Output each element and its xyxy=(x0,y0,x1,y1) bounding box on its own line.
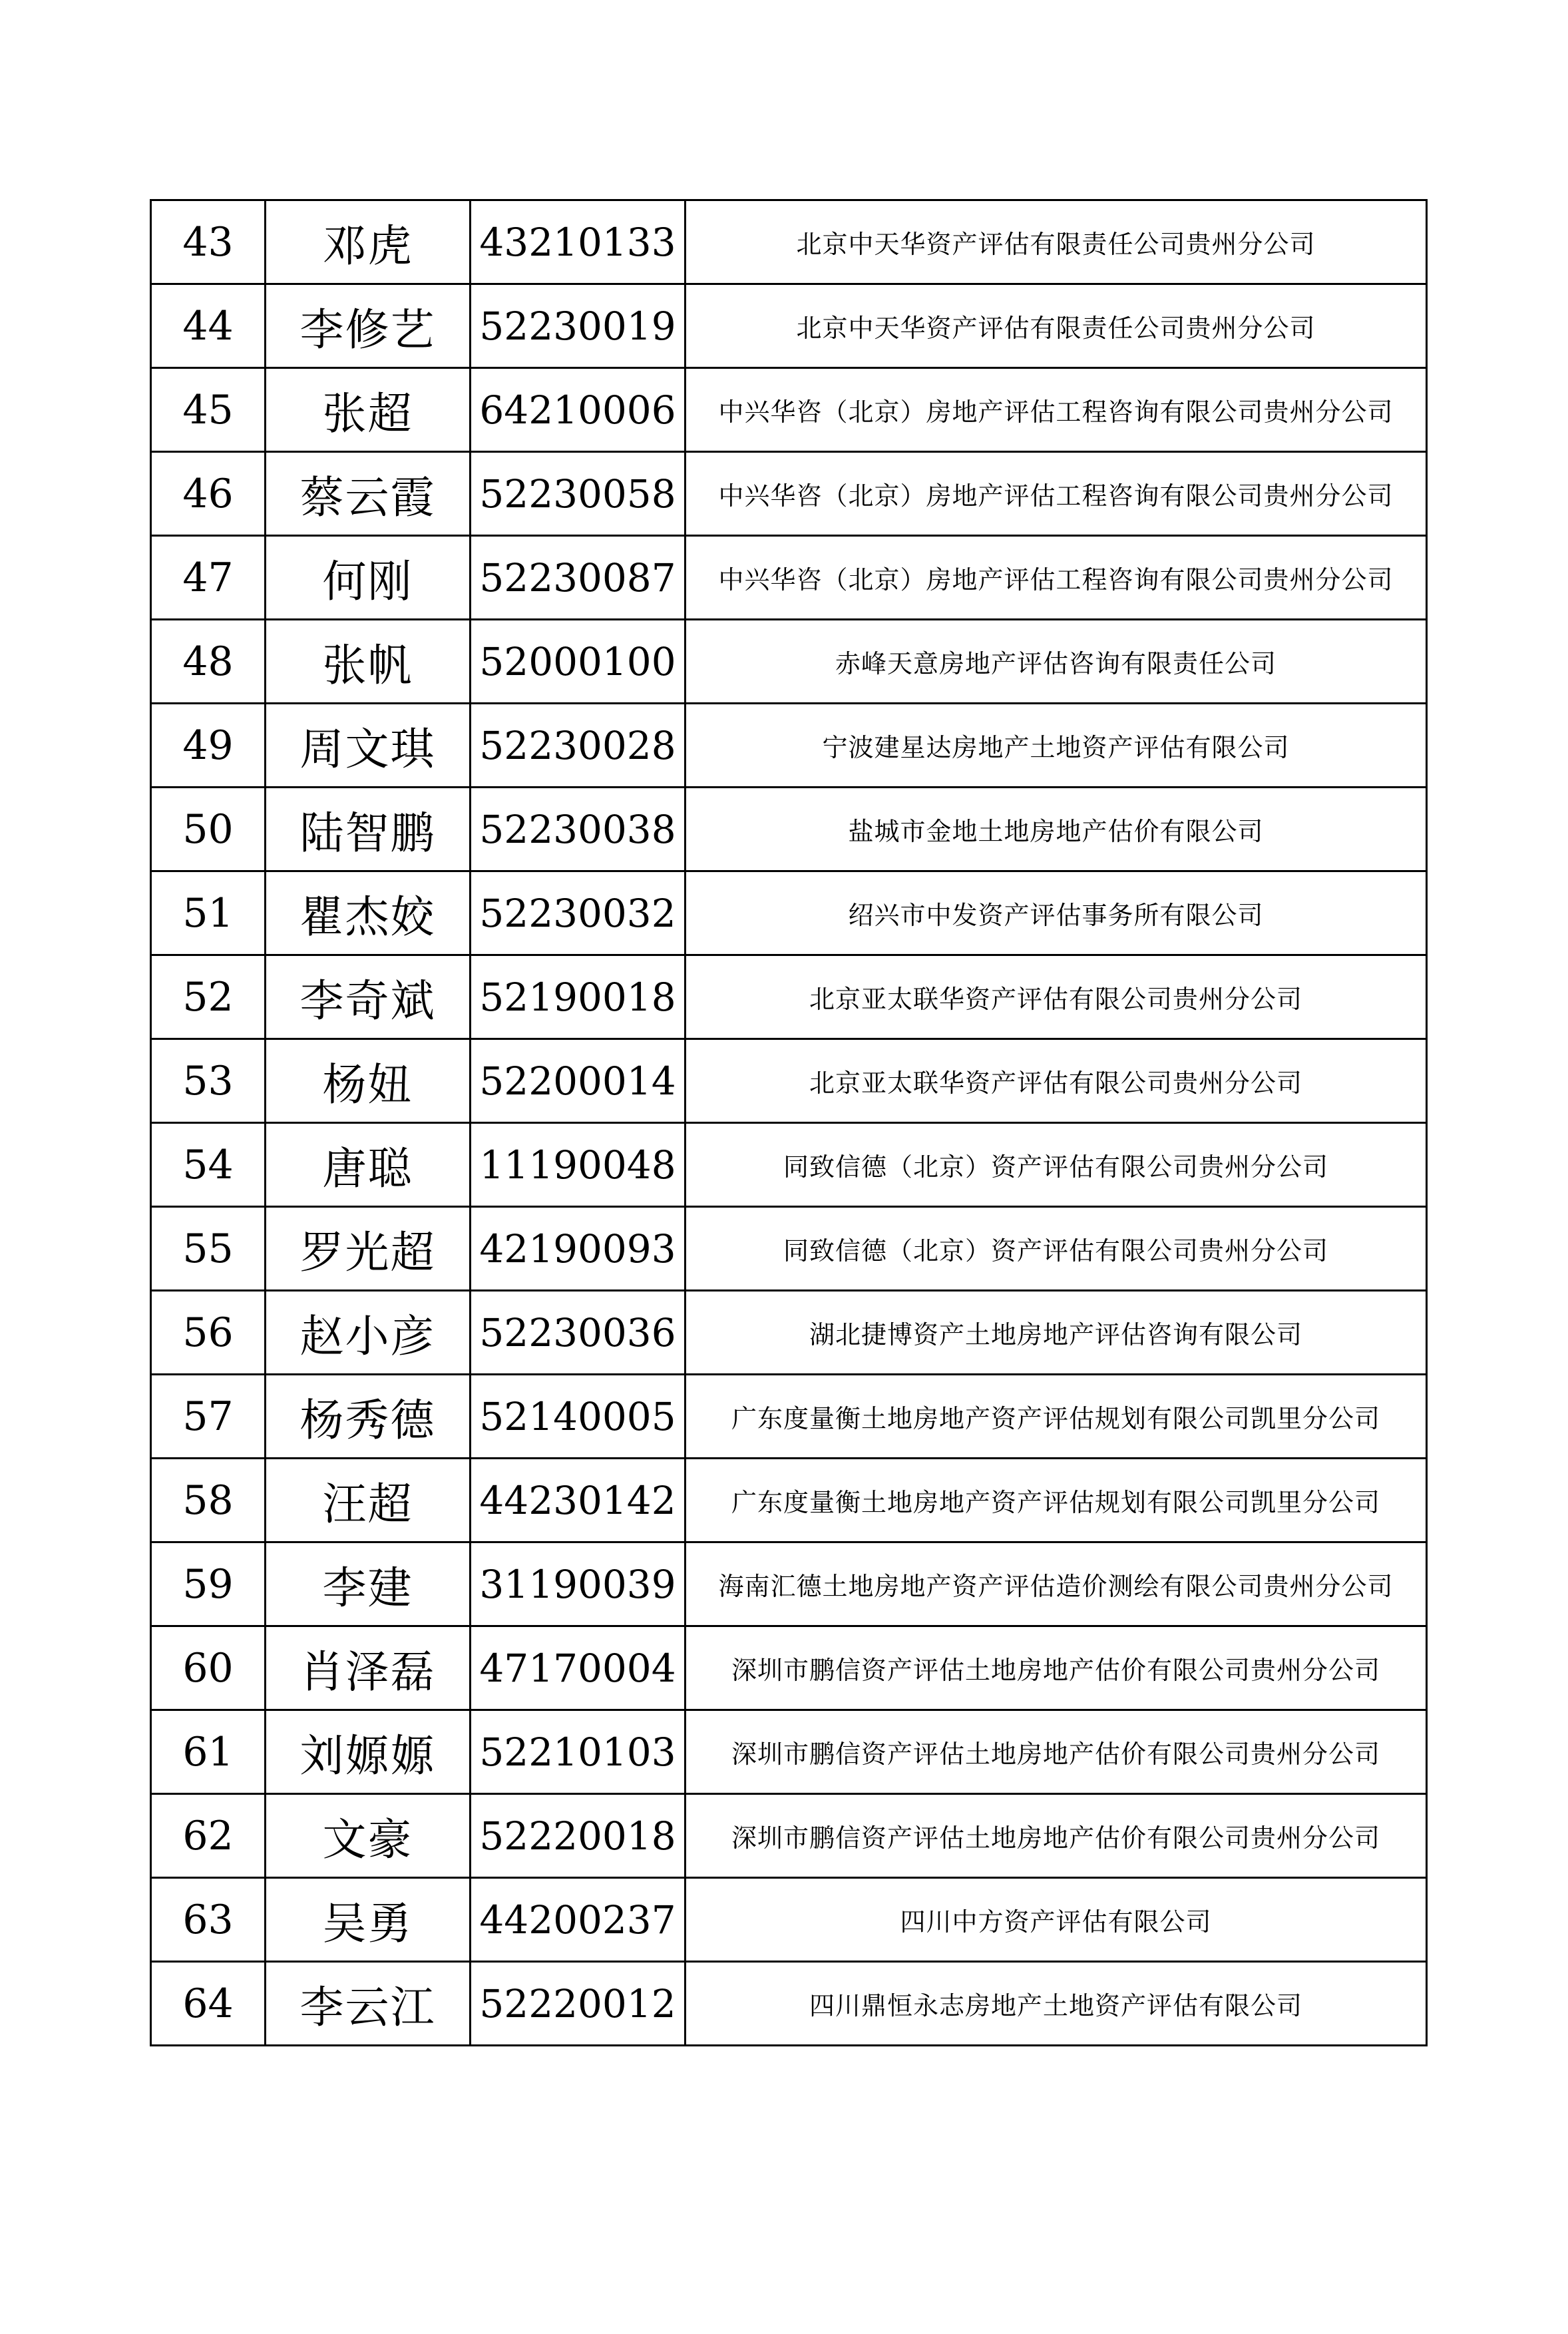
table-row xyxy=(151,704,1427,788)
certificate-number-cell: 43210133 xyxy=(471,200,686,284)
certificate-number-cell: 64210006 xyxy=(471,368,686,452)
certificate-number-cell: 52230036 xyxy=(471,1291,686,1375)
company-name-cell: 北京中天华资产评估有限责任公司贵州分公司 xyxy=(686,200,1427,284)
certificate-number-cell: 11190048 xyxy=(471,1123,686,1207)
table-body xyxy=(151,200,1427,2046)
company-name-cell: 深圳市鹏信资产评估土地房地产估价有限公司贵州分公司 xyxy=(686,1794,1427,1878)
appraiser-name-cell: 何刚 xyxy=(266,536,471,620)
certificate-number-cell: 52230019 xyxy=(471,284,686,368)
row-number-cell: 54 xyxy=(151,1123,266,1207)
table-row xyxy=(151,1207,1427,1291)
appraiser-name-cell: 陆智鹏 xyxy=(266,788,471,871)
table-row xyxy=(151,620,1427,704)
table-row xyxy=(151,1962,1427,2046)
row-number-cell: 49 xyxy=(151,704,266,788)
company-name-cell: 中兴华咨（北京）房地产评估工程咨询有限公司贵州分公司 xyxy=(686,452,1427,536)
company-name-cell: 北京亚太联华资产评估有限公司贵州分公司 xyxy=(686,1039,1427,1123)
certificate-number-cell: 52220012 xyxy=(471,1962,686,2046)
company-name-cell: 湖北捷博资产土地房地产评估咨询有限公司 xyxy=(686,1291,1427,1375)
company-name-cell: 同致信德（北京）资产评估有限公司贵州分公司 xyxy=(686,1207,1427,1291)
row-number-cell: 58 xyxy=(151,1459,266,1542)
table-row xyxy=(151,1375,1427,1459)
table-row xyxy=(151,955,1427,1039)
table-row xyxy=(151,1710,1427,1794)
row-number-cell: 52 xyxy=(151,955,266,1039)
appraiser-name-cell: 赵小彦 xyxy=(266,1291,471,1375)
row-number-cell: 63 xyxy=(151,1878,266,1962)
row-number-cell: 60 xyxy=(151,1626,266,1710)
appraiser-name-cell: 罗光超 xyxy=(266,1207,471,1291)
table-row xyxy=(151,452,1427,536)
table-row xyxy=(151,368,1427,452)
certificate-number-cell: 52220018 xyxy=(471,1794,686,1878)
appraiser-name-cell: 李奇斌 xyxy=(266,955,471,1039)
company-name-cell: 中兴华咨（北京）房地产评估工程咨询有限公司贵州分公司 xyxy=(686,368,1427,452)
appraiser-name-cell: 蔡云霞 xyxy=(266,452,471,536)
appraiser-name-cell: 邓虎 xyxy=(266,200,471,284)
appraiser-name-cell: 瞿杰姣 xyxy=(266,871,471,955)
row-number-cell: 53 xyxy=(151,1039,266,1123)
company-name-cell: 中兴华咨（北京）房地产评估工程咨询有限公司贵州分公司 xyxy=(686,536,1427,620)
company-name-cell: 广东度量衡土地房地产资产评估规划有限公司凯里分公司 xyxy=(686,1375,1427,1459)
appraiser-name-cell: 文豪 xyxy=(266,1794,471,1878)
appraiser-name-cell: 肖泽磊 xyxy=(266,1626,471,1710)
appraiser-name-cell: 汪超 xyxy=(266,1459,471,1542)
table-row xyxy=(151,1039,1427,1123)
row-number-cell: 46 xyxy=(151,452,266,536)
appraiser-name-cell: 杨秀德 xyxy=(266,1375,471,1459)
certificate-number-cell: 44200237 xyxy=(471,1878,686,1962)
appraiser-name-cell: 李修艺 xyxy=(266,284,471,368)
row-number-cell: 62 xyxy=(151,1794,266,1878)
table-row xyxy=(151,1542,1427,1626)
company-name-cell: 海南汇德土地房地产资产评估造价测绘有限公司贵州分公司 xyxy=(686,1542,1427,1626)
certificate-number-cell: 52210103 xyxy=(471,1710,686,1794)
certificate-number-cell: 52200014 xyxy=(471,1039,686,1123)
certificate-number-cell: 52230038 xyxy=(471,788,686,871)
row-number-cell: 55 xyxy=(151,1207,266,1291)
company-name-cell: 盐城市金地土地房地产估价有限公司 xyxy=(686,788,1427,871)
company-name-cell: 深圳市鹏信资产评估土地房地产估价有限公司贵州分公司 xyxy=(686,1626,1427,1710)
table-row xyxy=(151,788,1427,871)
appraiser-name-cell: 张超 xyxy=(266,368,471,452)
table-row xyxy=(151,1626,1427,1710)
appraiser-name-cell: 刘嫄嫄 xyxy=(266,1710,471,1794)
certificate-number-cell: 52230087 xyxy=(471,536,686,620)
row-number-cell: 61 xyxy=(151,1710,266,1794)
certificate-number-cell: 52000100 xyxy=(471,620,686,704)
company-name-cell: 深圳市鹏信资产评估土地房地产估价有限公司贵州分公司 xyxy=(686,1710,1427,1794)
appraiser-table xyxy=(150,199,1428,2046)
row-number-cell: 44 xyxy=(151,284,266,368)
certificate-number-cell: 52140005 xyxy=(471,1375,686,1459)
table-row xyxy=(151,536,1427,620)
certificate-number-cell: 31190039 xyxy=(471,1542,686,1626)
certificate-number-cell: 52230058 xyxy=(471,452,686,536)
row-number-cell: 47 xyxy=(151,536,266,620)
table-row xyxy=(151,1794,1427,1878)
row-number-cell: 45 xyxy=(151,368,266,452)
row-number-cell: 64 xyxy=(151,1962,266,2046)
appraiser-name-cell: 周文琪 xyxy=(266,704,471,788)
company-name-cell: 北京中天华资产评估有限责任公司贵州分公司 xyxy=(686,284,1427,368)
company-name-cell: 广东度量衡土地房地产资产评估规划有限公司凯里分公司 xyxy=(686,1459,1427,1542)
table-row xyxy=(151,284,1427,368)
table-row xyxy=(151,1123,1427,1207)
certificate-number-cell: 52230032 xyxy=(471,871,686,955)
row-number-cell: 48 xyxy=(151,620,266,704)
appraiser-name-cell: 唐聪 xyxy=(266,1123,471,1207)
table-row xyxy=(151,1459,1427,1542)
company-name-cell: 宁波建星达房地产土地资产评估有限公司 xyxy=(686,704,1427,788)
certificate-number-cell: 44230142 xyxy=(471,1459,686,1542)
row-number-cell: 51 xyxy=(151,871,266,955)
row-number-cell: 56 xyxy=(151,1291,266,1375)
company-name-cell: 同致信德（北京）资产评估有限公司贵州分公司 xyxy=(686,1123,1427,1207)
row-number-cell: 57 xyxy=(151,1375,266,1459)
appraiser-name-cell: 李云江 xyxy=(266,1962,471,2046)
row-number-cell: 50 xyxy=(151,788,266,871)
company-name-cell: 四川中方资产评估有限公司 xyxy=(686,1878,1427,1962)
certificate-number-cell: 52190018 xyxy=(471,955,686,1039)
appraiser-name-cell: 吴勇 xyxy=(266,1878,471,1962)
appraiser-name-cell: 张帆 xyxy=(266,620,471,704)
company-name-cell: 赤峰天意房地产评估咨询有限责任公司 xyxy=(686,620,1427,704)
appraiser-name-cell: 李建 xyxy=(266,1542,471,1626)
table-row xyxy=(151,1291,1427,1375)
company-name-cell: 四川鼎恒永志房地产土地资产评估有限公司 xyxy=(686,1962,1427,2046)
table-row xyxy=(151,200,1427,284)
company-name-cell: 北京亚太联华资产评估有限公司贵州分公司 xyxy=(686,955,1427,1039)
table-row xyxy=(151,1878,1427,1962)
appraiser-name-cell: 杨妞 xyxy=(266,1039,471,1123)
company-name-cell: 绍兴市中发资产评估事务所有限公司 xyxy=(686,871,1427,955)
certificate-number-cell: 47170004 xyxy=(471,1626,686,1710)
row-number-cell: 43 xyxy=(151,200,266,284)
table-row xyxy=(151,871,1427,955)
certificate-number-cell: 42190093 xyxy=(471,1207,686,1291)
row-number-cell: 59 xyxy=(151,1542,266,1626)
certificate-number-cell: 52230028 xyxy=(471,704,686,788)
